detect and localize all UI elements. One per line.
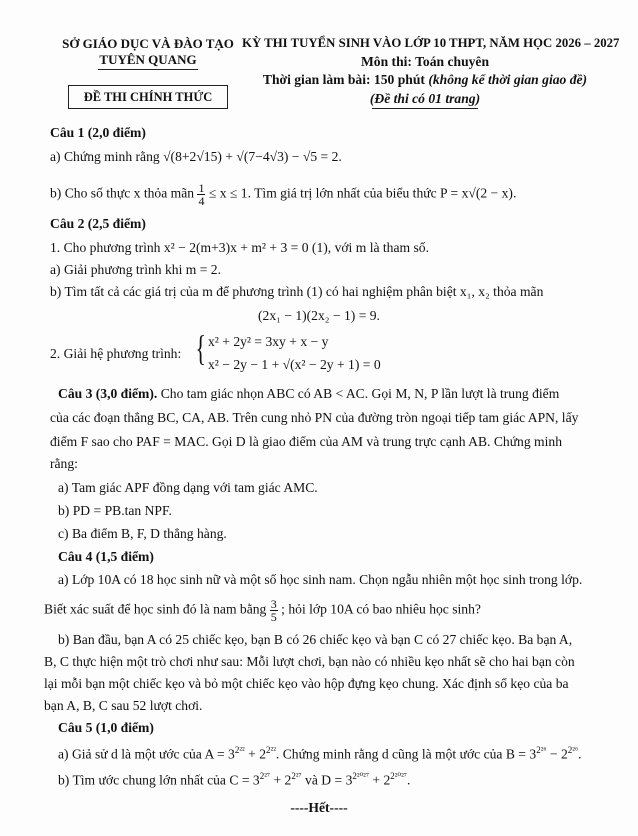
q5a-exp4: 2²⁶ xyxy=(567,745,579,755)
q5a-exp2: 2²² xyxy=(266,745,276,755)
q4a2-frac-num: 3 xyxy=(270,597,277,611)
q4-b1: b) Ban đầu, bạn A có 25 chiếc kẹo, bạn B có 26 chiếc kẹo và bạn C có 27 chiếc kẹo. Ba bạn A, xyxy=(58,632,573,647)
system-brace: { xyxy=(195,328,206,368)
dept-underline xyxy=(98,69,198,70)
subject: Môn thi: Toán chuyên xyxy=(360,54,490,69)
q5b-exp1: 2²⁷ xyxy=(259,771,271,781)
q5b-exp3: 2²⁰²⁷ xyxy=(352,771,370,781)
q2-heading: Câu 2 (2,5 điểm) xyxy=(50,216,146,231)
q1b-suffix: ≤ x ≤ 1. Tìm giá trị lớn nhất của biểu thức P = x√(2 − x). xyxy=(208,185,517,201)
q1-part-b xyxy=(50,182,516,207)
q1-heading: Câu 1 (2,0 điểm) xyxy=(50,125,146,140)
q3-body3: điểm F sao cho PAF = MAC. Gọi D là giao điểm của AM và trung trực cạnh AB. Chứng minh xyxy=(50,434,562,449)
q5a-exp1: 2²² xyxy=(234,745,245,755)
exam-time xyxy=(242,72,608,88)
q3-body1: Cho tam giác nhọn ABC có AB < AC. Gọi M, N, P lần lượt là trung điểm xyxy=(160,386,560,401)
q2-part1-a: a) Giải phương trình khi m = 2. xyxy=(50,262,221,277)
q2-part2: 2. Giải hệ phương trình: xyxy=(50,346,182,361)
q4a2-frac-den: 5 xyxy=(270,610,277,624)
q5a-exp3: 2²⁶ xyxy=(536,745,547,755)
q5b-prefix: b) Tìm ước chung lớn nhất của C = 3 xyxy=(58,772,260,788)
q3-part-a: a) Tam giác APF đồng dạng với tam giác AMC. xyxy=(58,480,318,495)
q1b-frac-den: 4 xyxy=(198,194,205,208)
exam-title: KỲ THI TUYỂN SINH VÀO LỚP 10 THPT, NĂM HỌC 2026 – 2027 xyxy=(242,36,620,50)
pages-note: (Đề thi có 01 trang) xyxy=(369,91,481,106)
q5b-exp2: 2²⁷ xyxy=(291,771,302,781)
q4-a2 xyxy=(44,598,481,623)
q4-b3: lại mỗi bạn một chiếc kẹo và bỏ một chiếc kẹo vào hộp đựng kẹo chung. Xác định số kẹo của ba xyxy=(44,676,569,691)
q4-b4: bạn A, B, C sau 52 lượt chơi. xyxy=(44,698,203,713)
time-text: Thời gian làm bài: 150 phút xyxy=(262,72,425,87)
q5b-mid: và D = 3 xyxy=(301,772,353,788)
q4-b2: B, C thực hiện một trò chơi như sau: Mỗi lượt chơi, bạn nào có nhiều kẹo nhất sẽ cho hai bạn còn xyxy=(44,654,575,669)
q5a-mid: . Chứng minh rằng d cũng là một ước của B = 3 xyxy=(275,746,537,762)
dept-line2: TUYÊN QUANG xyxy=(99,52,197,67)
q3-line1 xyxy=(58,386,559,402)
q2-part1: 1. Cho phương trình x² − 2(m+3)x + m² + 3 = 0 (1), với m là tham số. xyxy=(50,240,429,255)
q4-heading: Câu 4 (1,5 điểm) xyxy=(58,549,154,564)
time-note: (không kể thời gian giao đề) xyxy=(428,72,588,87)
q1-part-a: a) Chứng minh rằng √(8+2√15) + √(7−4√3) − √5 = 2. xyxy=(50,149,342,164)
system-eq1: x² + 2y² = 3xy + x − y xyxy=(208,334,329,349)
q1b-prefix: b) Cho số thực x thỏa mãn xyxy=(50,185,195,201)
official-exam-badge: ĐỀ THI CHÍNH THỨC xyxy=(68,85,228,109)
dept-line1: SỞ GIÁO DỤC VÀ ĐÀO TẠO xyxy=(62,36,234,51)
q3-part-c: c) Ba điểm B, F, D thẳng hàng. xyxy=(58,526,227,541)
q3-part-b: b) PD = PB.tan NPF. xyxy=(58,503,172,518)
q5a-prefix: a) Giả sử d là một ước của A = 3 xyxy=(58,746,235,762)
q2-part1-b: b) Tìm tất cả các giá trị của m để phương trình (1) có hai nghiệm phân biệt x₁, x₂ thỏa mãn xyxy=(50,284,544,299)
q5-part-a: a) Giả sử d là một ước của $A = 3^{2^{22}} + 2^{2^{22}}$. Chứng minh rằng d cũng là một ước của $B = 3^{2^{26}} - 2^{2^{26}}$. xyxy=(58,745,582,762)
q5b-exp4: 2²⁰²⁷ xyxy=(390,771,407,781)
q5-part-b: b) Tìm ước chung lớn nhất của $C = 3^{2^{27}} + 2^{2^{27}}$ và $D = 3^{2^{2027}} + 2^{2^{2027}}$. xyxy=(58,771,411,788)
q3-body2: của các đoạn thẳng BC, CA, AB. Trên cung nhỏ PN của đường tròn ngoại tiếp tam giác APN, lấy xyxy=(50,410,579,425)
q3-heading: Câu 3 (3,0 điểm). xyxy=(58,386,158,401)
pages-underline xyxy=(372,108,478,109)
end-marker: ----Hết---- xyxy=(290,800,348,815)
q3-body4: rằng: xyxy=(50,456,78,471)
q4a2-fraction xyxy=(270,598,278,623)
q4a2-prefix: Biết xác suất để học sinh đó là nam bằng xyxy=(44,601,267,617)
q1b-frac-num: 1 xyxy=(198,181,205,195)
system-eq2: x² − 2y − 1 + √(x² − 2y + 1) = 0 xyxy=(208,357,381,372)
q4-a1: a) Lớp 10A có 18 học sinh nữ và một số học sinh nam. Chọn ngẫu nhiên một học sinh trong lớp. xyxy=(58,572,583,587)
q2-part1-b-equation: (2x₁ − 1)(2x₂ − 1) = 9. xyxy=(258,308,380,323)
q1b-fraction xyxy=(197,182,205,207)
q4a2-suffix: ; hỏi lớp 10A có bao nhiêu học sinh? xyxy=(281,601,481,617)
q5-heading: Câu 5 (1,0 điểm) xyxy=(58,720,154,735)
